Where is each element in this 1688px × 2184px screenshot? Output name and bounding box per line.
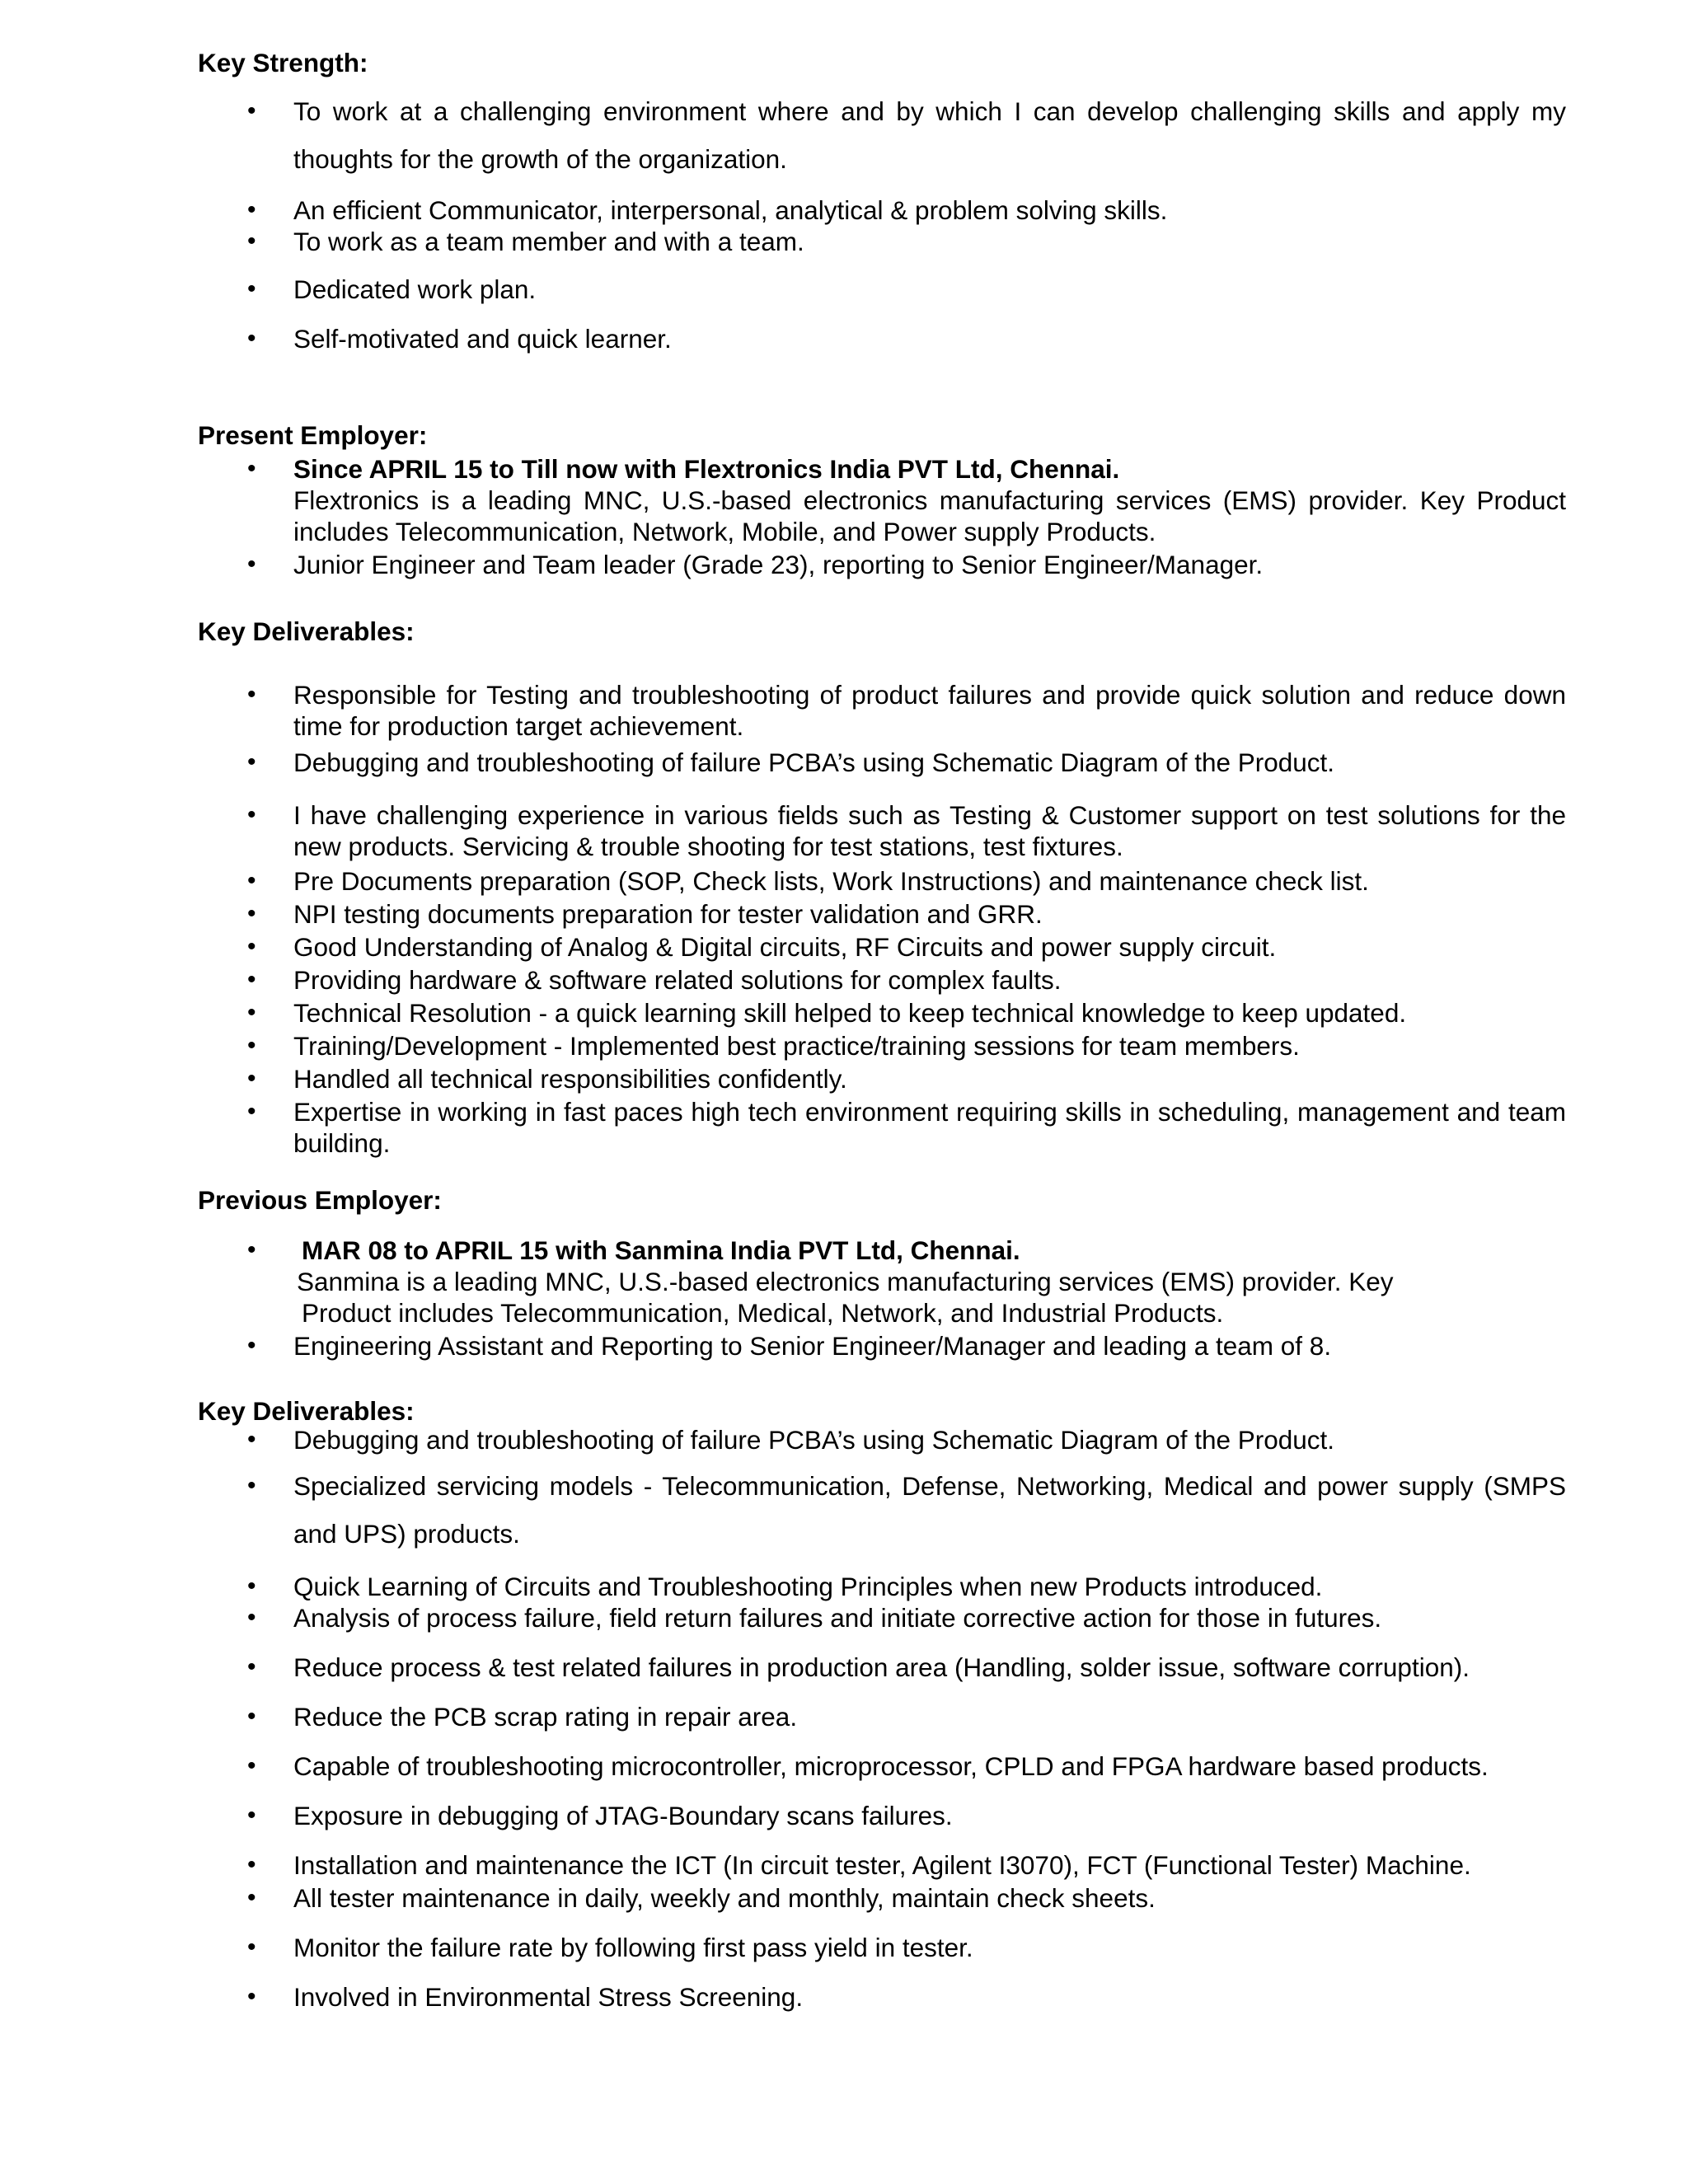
present-employer-role: Junior Engineer and Team leader (Grade 23), reporting to Senior Engineer/Manager. [293, 550, 1264, 579]
list-item: • Quick Learning of Circuits and Troubleshooting Principles when new Products introduced. [247, 1572, 1323, 1601]
bullet-icon: • [247, 551, 256, 578]
bullet-icon: • [247, 227, 256, 255]
bullet-icon: • [247, 1065, 256, 1092]
bullet-icon: • [247, 681, 256, 708]
bullet-icon: • [247, 1851, 256, 1878]
present-employer-heading: Present Employer: [198, 420, 428, 450]
previous-employer-heading: Previous Employer: [198, 1185, 442, 1215]
bullet-icon: • [247, 275, 256, 302]
list-item: • I have challenging experience in various fields such as Testing & Customer support on test solutions for the new products. Servicing & trouble shooting for test stations, test fixtures. [247, 800, 1566, 861]
bullet-icon: • [247, 1332, 256, 1359]
bullet-icon: • [247, 867, 256, 894]
bullet-icon: • [247, 1802, 256, 1829]
bullet-icon: • [247, 1653, 256, 1680]
bullet-icon: • [247, 1884, 256, 1911]
list-item: • Self-motivated and quick learner. [247, 324, 672, 354]
bullet-icon: • [247, 1472, 256, 1499]
list-item: • Reduce process & test related failures in production area (Handling, solder issue, software corruption). [247, 1652, 1470, 1682]
bullet-icon: • [247, 1426, 256, 1453]
bullet-icon: • [247, 748, 256, 776]
list-item: • Responsible for Testing and troubleshooting of product failures and provide quick solution and reduce down time for production target achievement. [247, 680, 1566, 741]
list-item: • Monitor the failure rate by following first pass yield in tester. [247, 1933, 973, 1962]
bullet-icon: • [247, 1983, 256, 2010]
list-item: • Expertise in working in fast paces high tech environment requiring skills in scheduling, management and team building. [247, 1097, 1566, 1158]
bullet-icon: • [247, 1752, 256, 1779]
list-item: • An efficient Communicator, interpersonal, analytical & problem solving skills. [247, 195, 1168, 225]
list-item: • Specialized servicing models - Telecommunication, Defense, Networking, Medical and power supply (SMPS and UPS) products. [247, 1462, 1566, 1558]
list-item: • Training/Development - Implemented best practice/training sessions for team members. [247, 1031, 1300, 1061]
list-item: • Exposure in debugging of JTAG-Boundary scans failures. [247, 1801, 953, 1830]
list-item: • NPI testing documents preparation for tester validation and GRR. [247, 899, 1043, 929]
previous-employer-description: Sanmina is a leading MNC, U.S.-based electronics manufacturing services (EMS) provider. Key [297, 1267, 1394, 1296]
list-item: • All tester maintenance in daily, weekly and monthly, maintain check sheets. [247, 1883, 1156, 1913]
list-item: • Dedicated work plan. [247, 274, 537, 304]
bullet-icon: • [247, 966, 256, 993]
bullet-icon: • [247, 900, 256, 927]
bullet-icon: • [247, 801, 256, 828]
present-employer-lead: Since APRIL 15 to Till now with Flextronics India PVT Ltd, Chennai. [293, 454, 1120, 484]
list-item: • To work as a team member and with a team. [247, 227, 804, 256]
list-item: • Debugging and troubleshooting of failure PCBA’s using Schematic Diagram of the Product. [247, 748, 1335, 777]
bullet-icon: • [247, 999, 256, 1026]
list-item: • To work at a challenging environment where and by which I can develop challenging skills and apply my thoughts for the growth of the organization. [247, 87, 1566, 183]
present-employer-description: Flextronics is a leading MNC, U.S.-based electronics manufacturing services (EMS) provider. Key Product includes Telecommunication, Network, Mobile, and Power supply Products. [293, 485, 1566, 546]
list-item: • Good Understanding of Analog & Digital circuits, RF Circuits and power supply circuit. [247, 932, 1277, 962]
list-item: • Pre Documents preparation (SOP, Check lists, Work Instructions) and maintenance check list. [247, 866, 1369, 896]
previous-employer-lead: MAR 08 to APRIL 15 with Sanmina India PVT Ltd, Chennai. [302, 1235, 1020, 1265]
list-item: • Capable of troubleshooting microcontroller, microprocessor, CPLD and FPGA hardware based products. [247, 1751, 1489, 1781]
bullet-icon: • [247, 196, 256, 223]
list-item: • Technical Resolution - a quick learning skill helped to keep technical knowledge to keep updated. [247, 998, 1407, 1028]
bullet-icon: • [247, 325, 256, 352]
list-item: • Handled all technical responsibilities confidently. [247, 1064, 847, 1094]
previous-employer-role: Engineering Assistant and Reporting to Senior Engineer/Manager and leading a team of 8. [293, 1331, 1332, 1361]
list-item: • Reduce the PCB scrap rating in repair area. [247, 1702, 798, 1732]
list-item [247, 549, 1566, 580]
bullet-icon: • [247, 933, 256, 960]
bullet-icon: • [247, 1703, 256, 1730]
list-item: • Analysis of process failure, field return failures and initiate corrective action for those in futures. [247, 1603, 1382, 1633]
previous-employer-description-cont: Product includes Telecommunication, Medical, Network, and Industrial Products. [302, 1298, 1224, 1328]
bullet-icon: • [247, 1604, 256, 1631]
bullet-icon: • [247, 455, 256, 482]
bullet-icon: • [247, 1098, 256, 1125]
key-strength-heading: Key Strength: [198, 48, 368, 77]
list-item: • Involved in Environmental Stress Screening. [247, 1982, 804, 2012]
list-item: • Providing hardware & software related solutions for complex faults. [247, 965, 1062, 995]
bullet-icon: • [247, 97, 256, 124]
key-deliverables-heading-previous: Key Deliverables: [198, 1396, 415, 1426]
list-item: • Installation and maintenance the ICT (In circuit tester, Agilent I3070), FCT (Functional Tester) Machine. [247, 1850, 1471, 1880]
bullet-icon: • [247, 1236, 256, 1263]
list-item [247, 1235, 1566, 1329]
bullet-icon: • [247, 1572, 256, 1600]
bullet-icon: • [247, 1933, 256, 1961]
key-deliverables-heading: Key Deliverables: [198, 616, 415, 646]
list-item [247, 1330, 1566, 1361]
bullet-icon: • [247, 1032, 256, 1059]
list-item [247, 453, 1566, 547]
list-item: • Debugging and troubleshooting of failure PCBA’s using Schematic Diagram of the Product. [247, 1425, 1335, 1455]
